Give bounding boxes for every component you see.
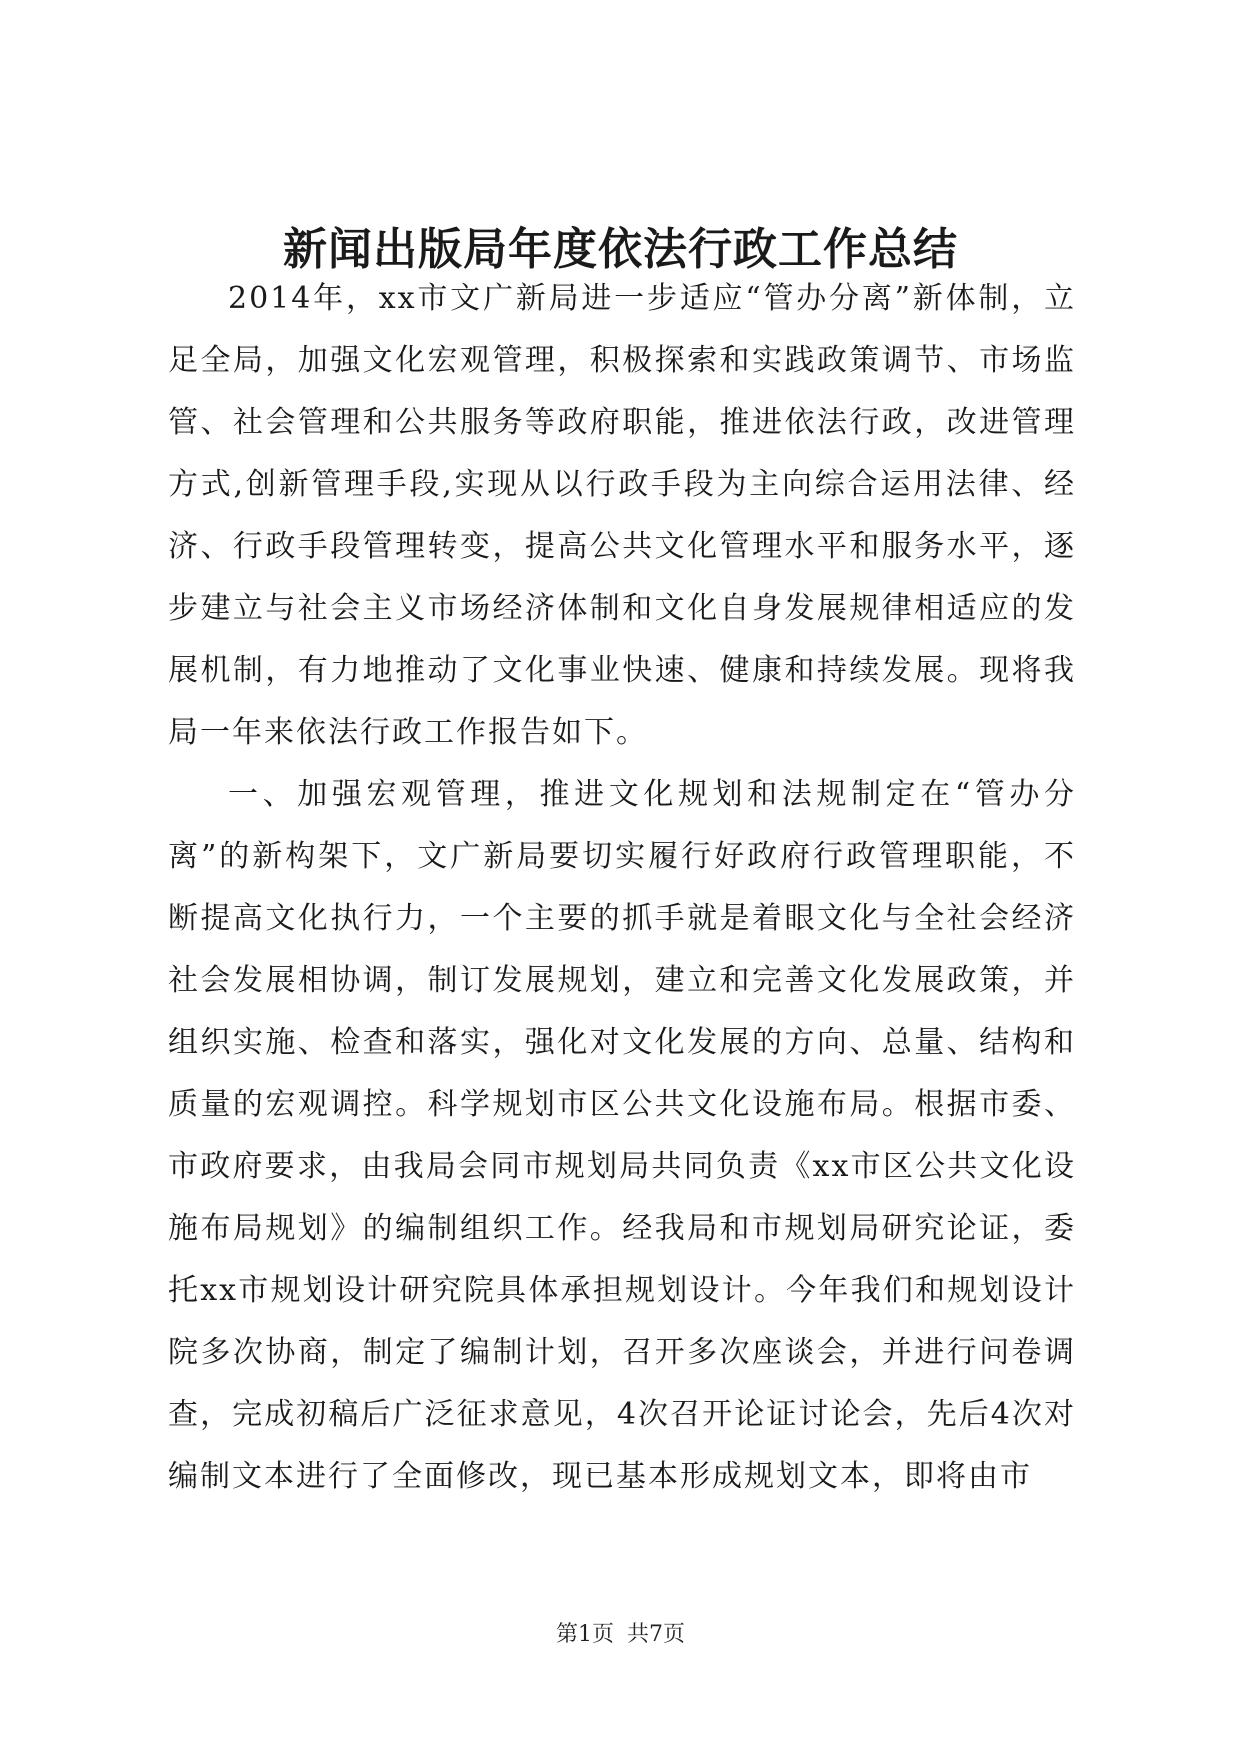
document-body bbox=[168, 268, 1076, 1508]
paragraph-section-one: 一、加强宏观管理，推进文化规划和法规制定在“管办分离”的新构架下，文广新局要切实履行好政府行政管理职能，不断提高文化执行力，一个主要的抓手就是着眼文化与全社会经济社会发展相协调，制订发展规划，建立和完善文化发展政策，并组织实施、检查和落实，强化对文化发展的方向、总量、结构和质量的宏观调控。科学规划市区公共文化设施布局。根据市委、市政府要求，由我局会同市规划局共同负责《xx市区公共文化设施布局规划》的编制组织工作。经我局和市规划局研究论证，委托xx市规划设计研究院具体承担规划设计。今年我们和规划设计院多次协商，制定了编制计划，召开多次座谈会，并进行问卷调查，完成初稿后广泛征求意见，4次召开论证讨论会，先后4次对编制文本进行了全面修改，现已基本形成规划文本，即将由市 bbox=[168, 777, 1076, 1494]
paragraph-intro: 2014年，xx市文广新局进一步适应“管办分离”新体制，立足全局，加强文化宏观管理，积极探索和实践政策调节、市场监管、社会管理和公共服务等政府职能，推进依法行政，改进管理方式,创新管理手段,实现从以行政手段为主向综合运用法律、经济、行政手段管理转变，提高公共文化管理水平和服务水平，逐步建立与社会主义市场经济体制和文化自身发展规律相适应的发展机制，有力地推动了文化事业快速、健康和持续发展。现将我局一年来依法行政工作报告如下。 bbox=[168, 281, 1076, 750]
page-total: 共7页 bbox=[627, 1622, 685, 1647]
document-title: 新闻出版局年度依法行政工作总结 bbox=[283, 224, 958, 275]
page-footer bbox=[0, 1620, 1241, 1650]
page-number: 第1页 bbox=[556, 1622, 614, 1647]
